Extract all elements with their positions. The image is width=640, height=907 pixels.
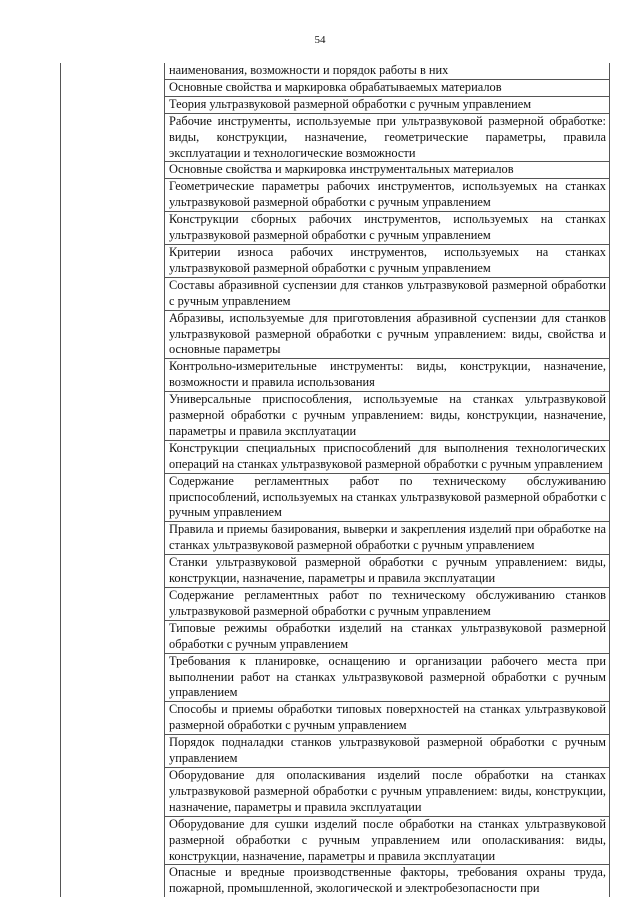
table-cell: Теория ультразвуковой размерной обработки с ручным управлением xyxy=(165,96,610,113)
table-cell: Основные свойства и маркировка инструментальных материалов xyxy=(165,162,610,179)
table-cell: Контрольно-измерительные инструменты: виды, конструкции, назначение, возможности и правила использования xyxy=(165,359,610,392)
table-cell: Станки ультразвуковой размерной обработки с ручным управлением: виды, конструкции, назначение, параметры и правила эксплуатации xyxy=(165,555,610,588)
table-cell: Составы абразивной суспензии для станков ультразвуковой размерной обработки с ручным управлением xyxy=(165,277,610,310)
table-left-cell xyxy=(61,63,165,897)
table-cell: Конструкции специальных приспособлений для выполнения технологических операций на станках ультразвуковой размерной обработки с ручным управлением xyxy=(165,440,610,473)
table-cell: Конструкции сборных рабочих инструментов, используемых на станках ультразвуковой размерной обработки с ручным управлением xyxy=(165,212,610,245)
table-cell: Геометрические параметры рабочих инструментов, используемых на станках ультразвуковой размерной обработки с ручным управлением xyxy=(165,179,610,212)
table-cell: Оборудование для сушки изделий после обработки на станках ультразвуковой размерной обработки с ручным управлением или ополаскивания: виды, конструкции, назначение, параметры и правила эксплуатации xyxy=(165,816,610,865)
table-cell: Типовые режимы обработки изделий на станках ультразвуковой размерной обработки с ручным управлением xyxy=(165,620,610,653)
table-row xyxy=(61,63,610,79)
table-cell: Универсальные приспособления, используемые на станках ультразвуковой размерной обработки с ручным управлением: виды, конструкции, назначение, параметры и правила эксплуатации xyxy=(165,392,610,441)
table-cell: Рабочие инструменты, используемые при ультразвуковой размерной обработке: виды, конструкции, назначение, геометрические параметры, правила эксплуатации и технологические возможности xyxy=(165,113,610,162)
knowledge-table xyxy=(60,63,610,897)
table-cell: Содержание регламентных работ по техническому обслуживанию станков ультразвуковой размерной обработки с ручным управлением xyxy=(165,588,610,621)
table-cell: Содержание регламентных работ по техническому обслуживанию приспособлений, используемых на станках ультразвуковой размерной обработки с ручным управлением xyxy=(165,473,610,522)
table-cell: Критерии износа рабочих инструментов, используемых на станках ультразвуковой размерной обработки с ручным управлением xyxy=(165,244,610,277)
table-cell: Основные свойства и маркировка обрабатываемых материалов xyxy=(165,79,610,96)
table-cell: Опасные и вредные производственные факторы, требования охраны труда, пожарной, промышленной, экологической и электробезопасности при xyxy=(165,865,610,897)
table-cell: Способы и приемы обработки типовых поверхностей на станках ультразвуковой размерной обработки с ручным управлением xyxy=(165,702,610,735)
table-cell: Абразивы, используемые для приготовления абразивной суспензии для станков ультразвуковой размерной обработки с ручным управлением: виды, свойства и основные параметры xyxy=(165,310,610,359)
page-number: 54 xyxy=(314,34,326,46)
table-cell: Порядок подналадки станков ультразвуковой размерной обработки с ручным управлением xyxy=(165,735,610,768)
table-cell: Требования к планировке, оснащению и организации рабочего места при выполнении работ на станках ультразвуковой размерной обработки с ручным управлением xyxy=(165,653,610,702)
table-cell: наименования, возможности и порядок работы в них xyxy=(165,63,610,79)
table-cell: Правила и приемы базирования, выверки и закрепления изделий при обработке на станках ультразвуковой размерной обработки с ручным управлением xyxy=(165,522,610,555)
table-cell: Оборудование для ополаскивания изделий после обработки на станках ультразвуковой размерной обработки с ручным управлением: виды, конструкции, назначение, параметры и правила эксплуатации xyxy=(165,767,610,816)
